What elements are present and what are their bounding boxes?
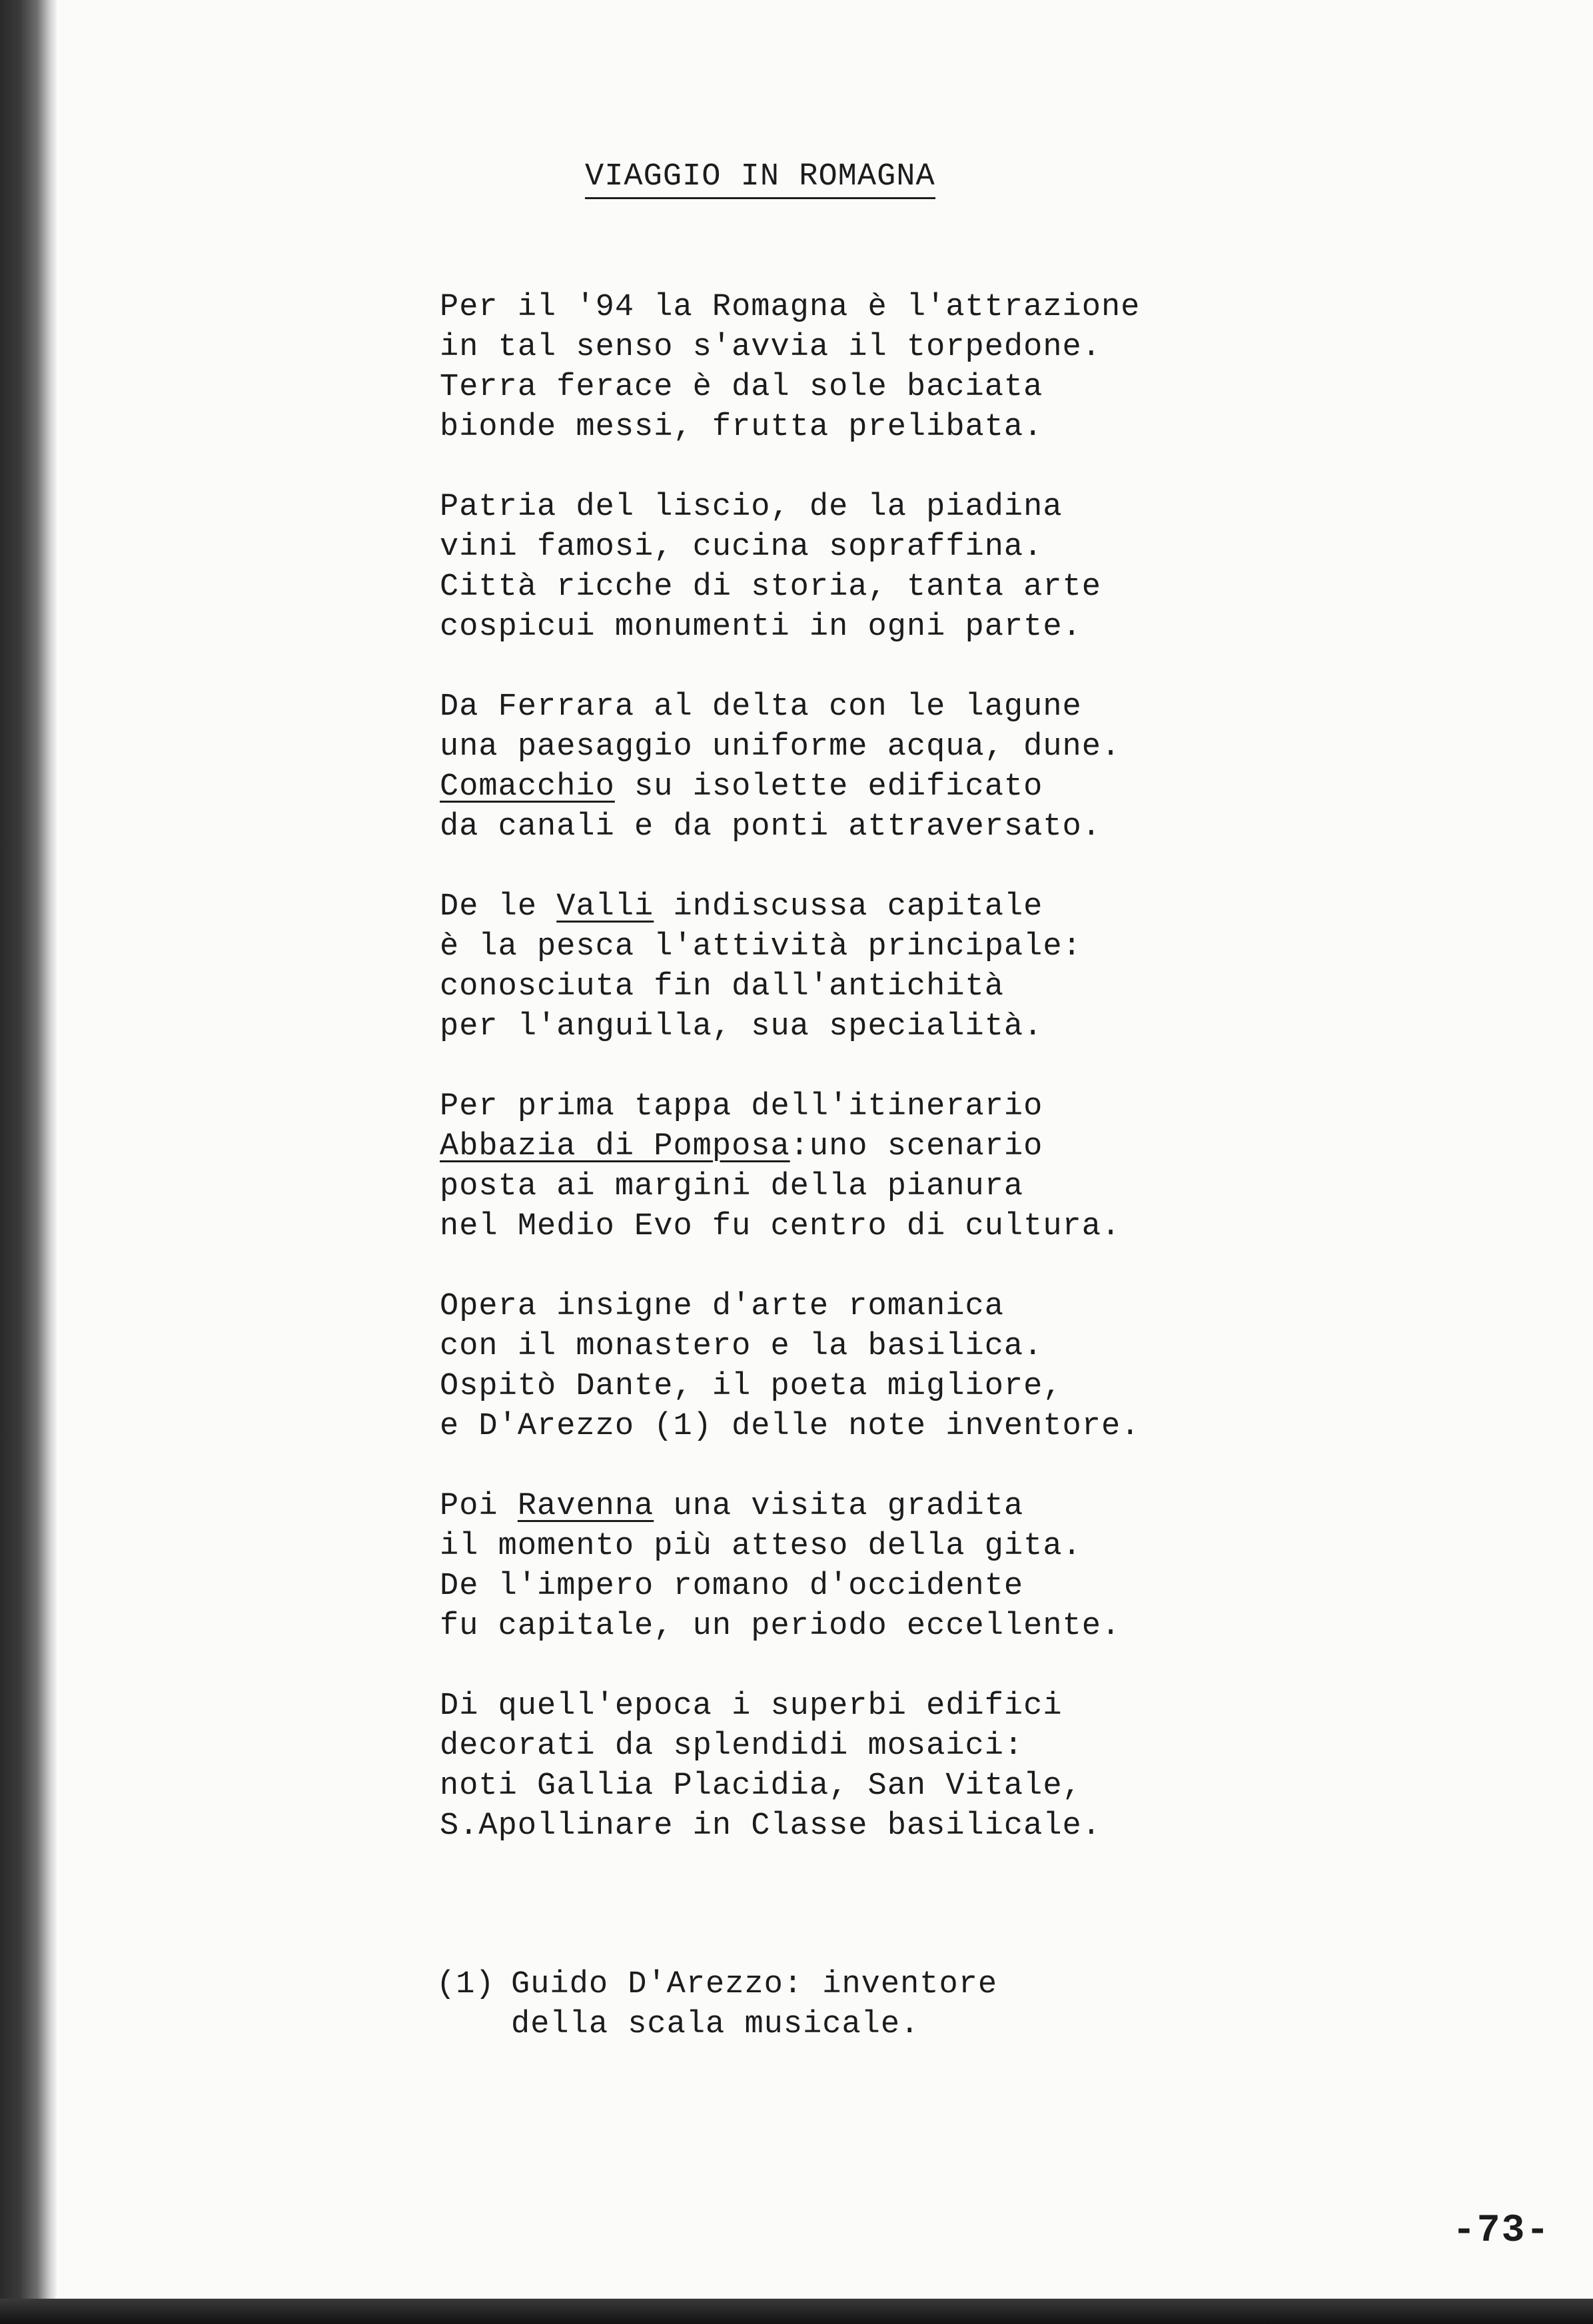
verse-line — [440, 1327, 1239, 1367]
underlined-place-name: Valli — [556, 889, 654, 925]
verse-line — [440, 1607, 1239, 1647]
stanza — [440, 887, 1239, 1047]
underlined-place-name: Comacchio — [440, 769, 615, 805]
verse-line — [440, 607, 1239, 647]
verse-text: fu capitale, un periodo eccellente. — [440, 1609, 1121, 1644]
verse-text: e D'Arezzo (1) delle note inventore. — [440, 1409, 1141, 1444]
verse-text: Da Ferrara al delta con le lagune — [440, 689, 1082, 725]
footnote-line — [436, 1965, 997, 2005]
verse-text: Per il '94 la Romagna è l'attrazione — [440, 290, 1141, 325]
page-number: -73- — [1452, 2209, 1551, 2253]
verse-line — [440, 488, 1239, 528]
verse-text: bionde messi, frutta prelibata. — [440, 410, 1043, 445]
verse-text: su isolette edificato — [614, 769, 1043, 805]
verse-text: Ospitò Dante, il poeta migliore, — [440, 1369, 1063, 1404]
footnote-text: della scala musicale. — [511, 2007, 920, 2042]
verse-line — [440, 1407, 1239, 1447]
verse-line — [440, 1727, 1239, 1766]
verse-line — [440, 288, 1239, 328]
stanza — [440, 1087, 1239, 1247]
verse-text: De l'impero romano d'occidente — [440, 1569, 1024, 1604]
verse-text: :uno scenario — [790, 1129, 1043, 1164]
poem-body — [440, 288, 1239, 1886]
verse-text: è la pesca l'attività principale: — [440, 929, 1082, 965]
verse-text: noti Gallia Placidia, San Vitale, — [440, 1768, 1082, 1804]
verse-line — [440, 1007, 1239, 1047]
verse-line — [440, 1567, 1239, 1607]
verse-line — [440, 568, 1239, 607]
verse-line — [440, 528, 1239, 568]
verse-text: Per prima tappa dell'itinerario — [440, 1089, 1043, 1124]
verse-text: De le — [440, 889, 557, 925]
page-title: VIAGGIO IN ROMAGNA — [585, 159, 935, 199]
verse-line — [440, 368, 1239, 408]
verse-text: in tal senso s'avvia il torpedone. — [440, 330, 1101, 365]
footnote-line — [436, 2005, 997, 2045]
underlined-place-name: Ravenna — [517, 1489, 654, 1524]
footnote-marker: (1) — [436, 1967, 495, 2002]
verse-line — [440, 1766, 1239, 1806]
verse-line — [440, 1167, 1239, 1207]
verse-text: una visita gradita — [654, 1489, 1024, 1524]
verse-line — [440, 1806, 1239, 1846]
verse-line — [440, 1087, 1239, 1127]
verse-text: posta ai margini della pianura — [440, 1169, 1024, 1204]
verse-text: conosciuta fin dall'antichità — [440, 969, 1004, 1004]
verse-text: Di quell'epoca i superbi edifici — [440, 1689, 1063, 1724]
verse-text: da canali e da ponti attraversato. — [440, 809, 1101, 845]
verse-text: S.Apollinare in Classe basilicale. — [440, 1808, 1101, 1844]
verse-line — [440, 967, 1239, 1007]
verse-text: il momento più atteso della gita. — [440, 1529, 1082, 1564]
verse-line — [440, 328, 1239, 368]
verse-text: per l'anguilla, sua specialità. — [440, 1009, 1043, 1044]
verse-text: Patria del liscio, de la piadina — [440, 490, 1063, 525]
verse-line — [440, 727, 1239, 767]
footnote — [436, 1965, 997, 2045]
verse-text: nel Medio Evo fu centro di cultura. — [440, 1209, 1121, 1244]
verse-line — [440, 687, 1239, 727]
verse-line — [440, 767, 1239, 807]
stanza — [440, 1487, 1239, 1647]
verse-text: Opera insigne d'arte romanica — [440, 1289, 1004, 1324]
stanza — [440, 687, 1239, 847]
verse-line — [440, 1487, 1239, 1527]
stanza — [440, 1687, 1239, 1846]
verse-line — [440, 927, 1239, 967]
verse-line — [440, 1687, 1239, 1727]
verse-text: una paesaggio uniforme acqua, dune. — [440, 729, 1121, 765]
verse-line — [440, 1527, 1239, 1567]
verse-line — [440, 1287, 1239, 1327]
verse-line — [440, 408, 1239, 448]
book-spine-shadow — [0, 0, 57, 2324]
verse-line — [440, 1127, 1239, 1167]
stanza — [440, 488, 1239, 647]
verse-text: Terra ferace è dal sole baciata — [440, 370, 1043, 405]
verse-line — [440, 1367, 1239, 1407]
underlined-place-name: Abbazia di Pomposa — [440, 1129, 790, 1164]
verse-text: decorati da splendidi mosaici: — [440, 1729, 1024, 1764]
verse-line — [440, 1207, 1239, 1247]
verse-text: Poi — [440, 1489, 518, 1524]
verse-text: vini famosi, cucina sopraffina. — [440, 530, 1043, 565]
verse-text: indiscussa capitale — [654, 889, 1043, 925]
verse-text: con il monastero e la basilica. — [440, 1329, 1043, 1364]
footnote-text: Guido D'Arezzo: inventore — [511, 1967, 998, 2002]
scan-bottom-edge — [0, 2299, 1593, 2324]
verse-text: cospicui monumenti in ogni parte. — [440, 609, 1082, 645]
stanza — [440, 1287, 1239, 1447]
stanza — [440, 288, 1239, 448]
verse-line — [440, 887, 1239, 927]
verse-line — [440, 807, 1239, 847]
verse-text: Città ricche di storia, tanta arte — [440, 570, 1101, 605]
